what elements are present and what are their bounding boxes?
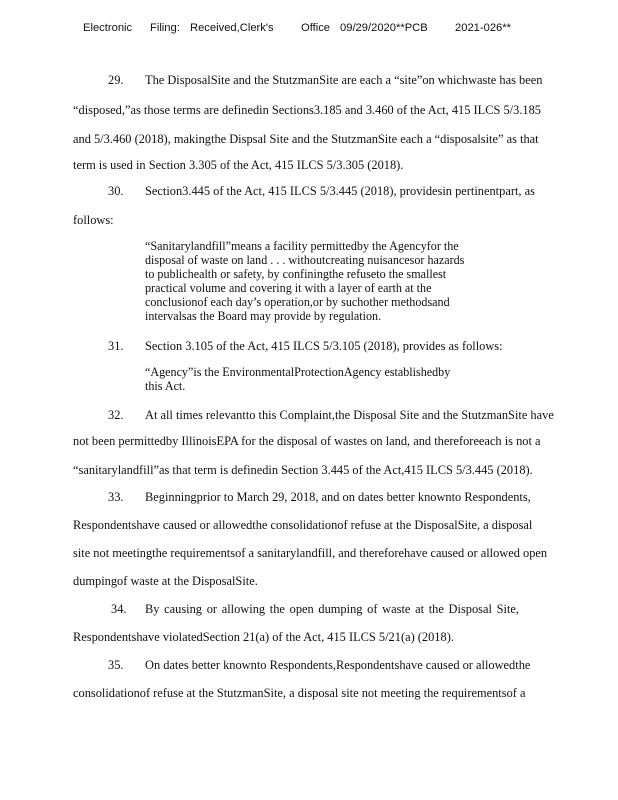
quote-line: intervalsas the Board may provide by regulation. [145,309,382,323]
paragraph-29-number: 29. [108,73,124,87]
paragraph-33-line-2: Respondentshave caused or allowedthe consolidationof refuse at the DisposalSite, a disposal [73,518,533,532]
header-filing: Filing: [150,22,180,34]
quote-line: this Act. [145,379,186,393]
paragraph-29-line-1: The DisposalSite and the StutzmanSite are each a “site”on whichwaste has been [145,73,543,87]
header-case-number: 2021-026** [455,22,511,34]
paragraph-33-line-1: Beginningprior to March 29, 2018, and on dates better knownto Respondents, [145,490,531,504]
quote-line: to publichealth or safety, by confiningthe refuseto the smallest [145,267,447,281]
paragraph-30-line-2: follows: [73,213,114,227]
paragraph-33-line-4: dumpingof waste at the DisposalSite. [73,574,258,588]
quote-line: disposal of waste on land . . . withoutcreating nuisancesor hazards [145,253,465,267]
header-date: 09/29/2020**PCB [340,22,428,34]
quote-line: “Agency”is the EnvironmentalProtectionAgency establishedby [145,365,451,379]
paragraph-35-line-2: consolidationof refuse at the StutzmanSite, a disposal site not meeting the requirementsof a [73,686,526,700]
paragraph-34-line-2: Respondentshave violatedSection 21(a) of the Act, 415 ILCS 5/21(a) (2018). [73,630,454,644]
paragraph-34-line-1: By causing or allowing the open dumping of waste at the Disposal Site, [145,602,519,616]
paragraph-33-line-3: site not meetingthe requirementsof a sanitarylandfill, and thereforehave caused or allowed open [73,546,548,560]
quote-line: conclusionof each day’s operation,or by suchother methodsand [145,295,450,309]
header-office: Office [301,22,331,34]
paragraph-29-line-3: and 5/3.460 (2018), makingthe Dispsal Site and the StutzmanSite each a “disposalsite” as that [73,132,539,146]
paragraph-30-number: 30. [108,184,124,198]
paragraph-31-line-1: Section 3.105 of the Act, 415 ILCS 5/3.105 (2018), provides as follows: [145,339,503,353]
paragraph-35-line-1: On dates better knownto Respondents,Respondentshave caused or allowedthe [145,658,531,672]
paragraph-32-number: 32. [108,408,124,422]
quote-line: “Sanitarylandfill”means a facility permittedby the Agencyfor the [145,239,459,253]
paragraph-34-number: 34. [111,602,127,616]
paragraph-32-line-2: not been permittedby IllinoisEPA for the disposal of wastes on land, and thereforeeach is not a [73,434,541,448]
paragraph-30-line-1: Section3.445 of the Act, 415 ILCS 5/3.445 (2018), providesin pertinentpart, as [145,184,535,198]
sanitary-landfill-quote [145,239,464,323]
agency-quote [145,365,450,393]
paragraph-32-line-3: “sanitarylandfill”as that term is definedin Section 3.445 of the Act,415 ILCS 5/3.445 (2018). [73,463,533,477]
header-received: Received,Clerk's [190,22,274,34]
paragraph-33-number: 33. [108,490,124,504]
paragraph-35-number: 35. [108,658,124,672]
header-electronic: Electronic [83,22,133,34]
paragraph-32-line-1: At all times relevantto this Complaint,the Disposal Site and the StutzmanSite have [145,408,554,422]
paragraph-29-line-4: term is used in Section 3.305 of the Act, 415 ILCS 5/3.305 (2018). [73,158,404,172]
paragraph-29-line-2: “disposed,”as those terms are definedin Sections3.185 and 3.460 of the Act, 415 ILCS 5/3.185 [73,103,542,117]
paragraph-31-number: 31. [108,339,124,353]
quote-line: practical volume and covering it with a layer of earth at the [145,281,432,295]
